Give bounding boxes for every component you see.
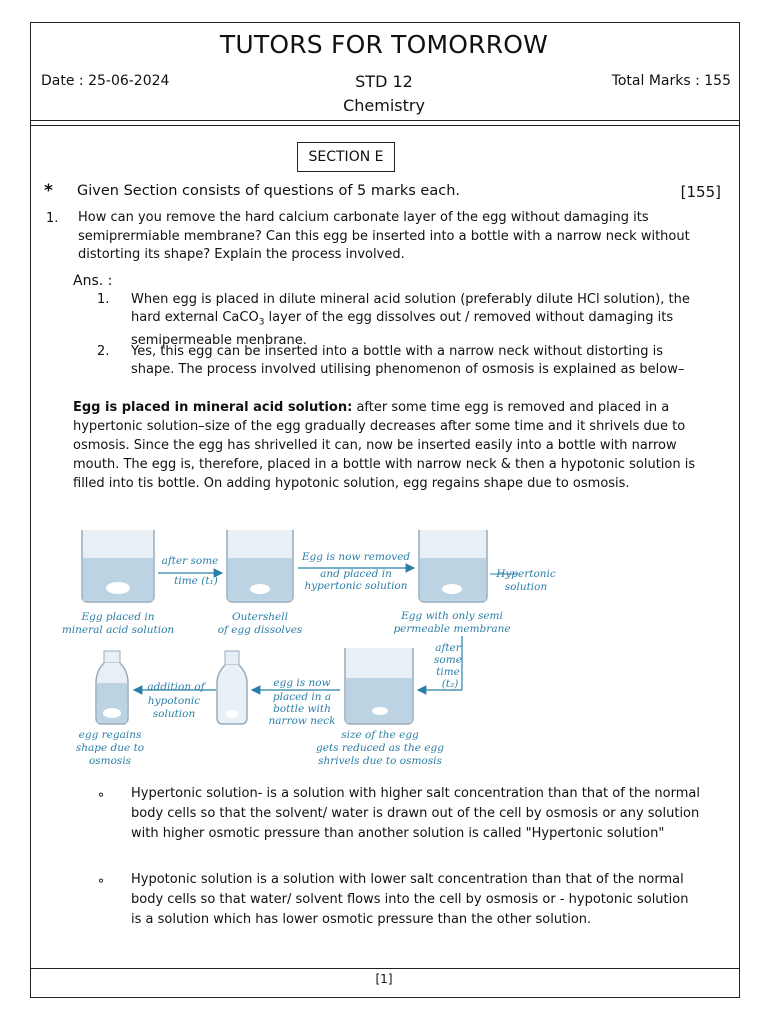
page-title: TUTORS FOR TOMORROW: [219, 30, 549, 59]
answer-item-text: When egg is placed in dilute mineral acid solution (preferably dilute HCl solution), the hard external CaCO$_3$ layer of the egg dissolves out / removed without damaging its semipermeable menbrane.: [131, 292, 690, 348]
answer-label: Ans. :: [73, 273, 113, 289]
osmosis-egg-diagram: [61, 518, 556, 778]
svg-text:mineral acid solution: [62, 624, 175, 636]
figure-label: hypertonic solution: [304, 580, 408, 592]
standard: STD 12: [355, 72, 413, 91]
svg-text:addition of: [147, 681, 206, 693]
figure-label: Egg is now removed: [301, 551, 411, 563]
question-text: How can you remove the hard calcium carbonate layer of the egg without damaging its semiprermiable membrane? Can this egg be inserted into a bottle with a narrow neck without distorting its shape? Explain the process involved.: [78, 210, 690, 262]
figure-label: and placed in: [320, 568, 392, 580]
svg-text:(t₂): [442, 678, 459, 690]
svg-text:shape due to: [76, 742, 144, 754]
svg-text:and placed in: [320, 568, 392, 580]
star-marker: *: [44, 181, 53, 201]
svg-text:Egg placed in: [80, 611, 154, 623]
figure-label: Egg placed in: [81, 611, 155, 623]
subject: Chemistry: [343, 96, 425, 115]
svg-text:shrivels due to osmosis: [318, 755, 442, 767]
explanation-paragraph: Egg is placed in mineral acid solution: after some time egg is removed and placed in a hypertonic solution–size of the egg gradually decreases after some time and it shrivels due to osmosis. Since the egg has shrivelled it can, now be inserted easily into a bottle with narrow mouth. The egg is, therefore, placed in a bottle with narrow neck & then a hypotonic solution is filled into tis bottle. On adding hypotonic solution, egg regains shape due to osmosis.: [73, 400, 696, 491]
figure-label: Egg with only semi: [401, 610, 503, 622]
section-label: SECTION E: [297, 142, 395, 172]
svg-text:time: [436, 666, 460, 678]
bullet-icon: ⚬: [96, 874, 107, 888]
svg-text:after: [435, 642, 462, 654]
answer-item-text: Yes, this egg can be inserted into a bottle with a narrow neck without distorting is shape. The process involved utilising phenomenon of osmosis is explained as below–: [131, 344, 685, 377]
figure-label: size of the egg: [341, 729, 419, 741]
svg-text:solution: [153, 708, 196, 720]
svg-text:Egg with only semi: [400, 610, 503, 622]
figure-label: egg is now: [273, 677, 331, 689]
header-divider: [31, 120, 739, 121]
svg-text:hypertonic solution: [304, 580, 407, 592]
figure-label: shape due to: [75, 742, 145, 754]
figure-label: after some: [161, 555, 219, 567]
svg-text:gets reduced as the egg: [316, 742, 444, 754]
svg-text:size of the egg: [341, 729, 419, 741]
figure-label: time: [436, 666, 460, 678]
svg-text:of egg dissolves: [218, 624, 303, 636]
figure-label: shrivels due to osmosis: [318, 755, 442, 767]
svg-text:egg is now: [273, 677, 330, 689]
answer-item-number: 2.: [97, 344, 110, 359]
definition-hypotonic: Hypotonic solution is a solution with lower salt concentration than that of the normal body cells so that water/ solvent flows into the cell by osmosis or - hypotonic solution is a solution which has lower osmotic pressure than the other solution.: [131, 872, 689, 927]
figure-label: of egg dissolves: [217, 624, 303, 636]
figure-label: after: [435, 642, 461, 654]
answer-item-number: 1.: [97, 292, 110, 307]
figure-label: solution: [504, 581, 548, 593]
definition-hypertonic: Hypertonic solution- is a solution with higher salt concentration than that of the normal body cells so that the solvent/ water is drawn out of the cell by osmosis or any solution with higher osmotic pressure than another solution is called "Hypertonic solution": [131, 786, 700, 841]
bottle-icon: [96, 651, 128, 724]
beaker-icon: [227, 530, 293, 602]
svg-text:narrow neck: [269, 715, 336, 727]
figure-label: mineral acid solution: [61, 624, 175, 636]
figure-label: bottle with: [273, 703, 331, 715]
page-number: [1]: [375, 972, 393, 986]
svg-text:hypotonic: [148, 695, 200, 707]
svg-text:permeable membrane: [393, 623, 510, 635]
figure-label: time (t₁): [174, 575, 218, 587]
beaker-icon: [345, 648, 413, 724]
svg-text:placed in a: [273, 691, 331, 703]
beaker-icon: [82, 530, 154, 602]
section-marks: [155]: [680, 183, 721, 201]
figure-label: Hypertonic: [496, 568, 556, 580]
figure-label: narrow neck: [268, 715, 336, 727]
svg-text:Hypertonic: [495, 568, 556, 580]
figure-label: hypotonic: [147, 695, 201, 707]
svg-text:Outershell: [232, 611, 288, 623]
beaker-icon: [419, 530, 487, 602]
figure-label: Outershell: [232, 611, 288, 623]
figure-label: some: [434, 654, 462, 666]
figure-label: placed in a: [272, 691, 332, 703]
figure-label: egg regains: [78, 729, 142, 741]
figure-label: gets reduced as the egg: [316, 742, 444, 754]
footer-divider: [31, 968, 739, 969]
bottle-icon: [217, 651, 247, 724]
figure-label: solution: [152, 708, 196, 720]
svg-text:time (t₁): [174, 575, 218, 587]
figure-label: (t₂): [441, 678, 459, 690]
figure-label: addition of: [147, 681, 205, 693]
question-number: 1.: [46, 211, 59, 226]
svg-text:Egg is now removed: [301, 551, 411, 563]
svg-text:after some: [162, 555, 219, 567]
svg-text:osmosis: [89, 755, 132, 767]
svg-text:solution: [505, 581, 548, 593]
total-marks: Total Marks : 155: [611, 73, 731, 89]
section-instruction: Given Section consists of questions of 5 marks each.: [77, 183, 460, 199]
bullet-icon: ⚬: [96, 788, 107, 802]
exam-date: Date : 25-06-2024: [41, 73, 170, 89]
svg-text:egg regains: [79, 729, 142, 741]
svg-text:bottle with: [273, 703, 331, 715]
figure-label: permeable membrane: [393, 623, 511, 635]
figure-label: osmosis: [88, 755, 132, 767]
svg-text:some: [434, 654, 462, 666]
header-divider-2: [31, 125, 739, 126]
